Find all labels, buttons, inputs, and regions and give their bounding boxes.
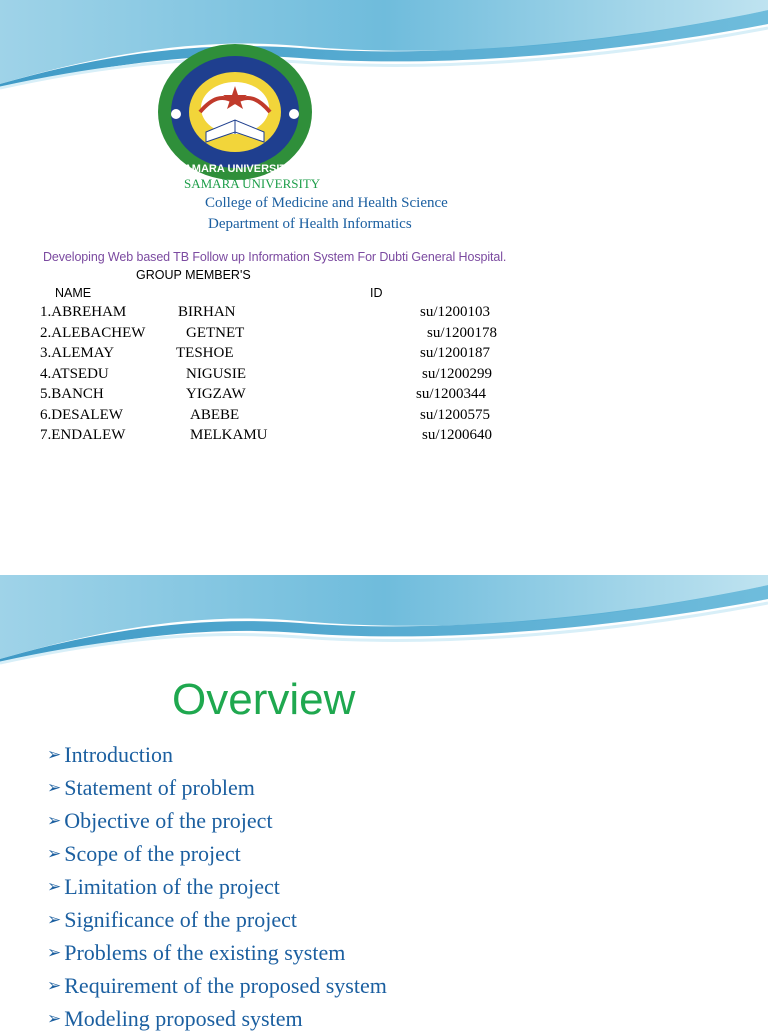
list-item: [47, 907, 297, 933]
list-item: [47, 1006, 303, 1032]
list-item: [47, 808, 273, 834]
member-last-name: YIGZAW: [186, 386, 246, 402]
member-last-name: NIGUSIE: [186, 366, 246, 382]
arrow-bullet-icon: ➢: [47, 811, 62, 831]
name-column-header: NAME: [55, 286, 92, 300]
member-first-name: 3.ALEMAY: [40, 345, 115, 361]
header-wave-decoration: [0, 0, 768, 90]
member-id: su/1200344: [416, 386, 487, 402]
list-item: [47, 841, 241, 867]
department-name: Department of Health Informatics: [208, 216, 412, 232]
bullet-text: Significance of the project: [64, 907, 297, 932]
member-last-name: BIRHAN: [178, 304, 236, 320]
arrow-bullet-icon: ➢: [47, 745, 62, 765]
list-item: [47, 742, 173, 768]
bullet-text: Requirement of the proposed system: [64, 973, 387, 998]
arrow-bullet-icon: ➢: [47, 844, 62, 864]
member-first-name: 5.BANCH: [40, 386, 104, 402]
samara-university-logo: [156, 42, 314, 182]
member-first-name: 4.ATSEDU: [40, 366, 109, 382]
arrow-bullet-icon: ➢: [47, 778, 62, 798]
bullet-text: Introduction: [64, 742, 174, 767]
member-last-name: ABEBE: [190, 407, 240, 423]
arrow-bullet-icon: ➢: [47, 1009, 62, 1029]
college-name: College of Medicine and Health Science: [205, 195, 448, 211]
member-id: su/1200575: [420, 407, 491, 423]
member-first-name: 1.ABREHAM: [40, 304, 127, 320]
list-item: [47, 775, 255, 801]
header-wave-decoration: [0, 575, 768, 665]
member-id: su/1200640: [422, 427, 493, 443]
university-name: SAMARA UNIVERSITY: [184, 176, 321, 191]
member-last-name: TESHOE: [176, 345, 234, 361]
member-last-name: GETNET: [186, 325, 245, 341]
logo-ring-text: SAMARA UNIVERSITY: [176, 163, 294, 175]
member-id: su/1200299: [422, 366, 493, 382]
member-id: su/1200187: [420, 345, 491, 361]
member-last-name: MELKAMU: [190, 427, 268, 443]
bullet-text: Statement of problem: [64, 775, 255, 800]
arrow-bullet-icon: ➢: [47, 976, 62, 996]
slide-divider: [0, 560, 768, 575]
bullet-text: Modeling proposed system: [64, 1006, 303, 1031]
overview-title: Overview: [172, 675, 356, 724]
arrow-bullet-icon: ➢: [47, 910, 62, 930]
project-title: Developing Web based TB Follow up Information System For Dubti General Hospital.: [43, 250, 507, 264]
member-first-name: 7.ENDALEW: [40, 427, 126, 443]
member-id: su/1200178: [427, 325, 498, 341]
bullet-text: Limitation of the project: [64, 874, 280, 899]
group-heading: GROUP MEMBER'S: [136, 268, 251, 282]
member-first-name: 6.DESALEW: [40, 407, 123, 423]
bullet-text: Scope of the project: [64, 841, 241, 866]
member-first-name: 2.ALEBACHEW: [40, 325, 146, 341]
arrow-bullet-icon: ➢: [47, 877, 62, 897]
list-item: [47, 874, 280, 900]
member-id: su/1200103: [420, 304, 491, 320]
bullet-text: Objective of the project: [64, 808, 273, 833]
id-column-header: ID: [370, 286, 383, 300]
bullet-text: Problems of the existing system: [64, 940, 346, 965]
arrow-bullet-icon: ➢: [47, 943, 62, 963]
list-item: [47, 940, 345, 966]
list-item: [47, 973, 387, 999]
